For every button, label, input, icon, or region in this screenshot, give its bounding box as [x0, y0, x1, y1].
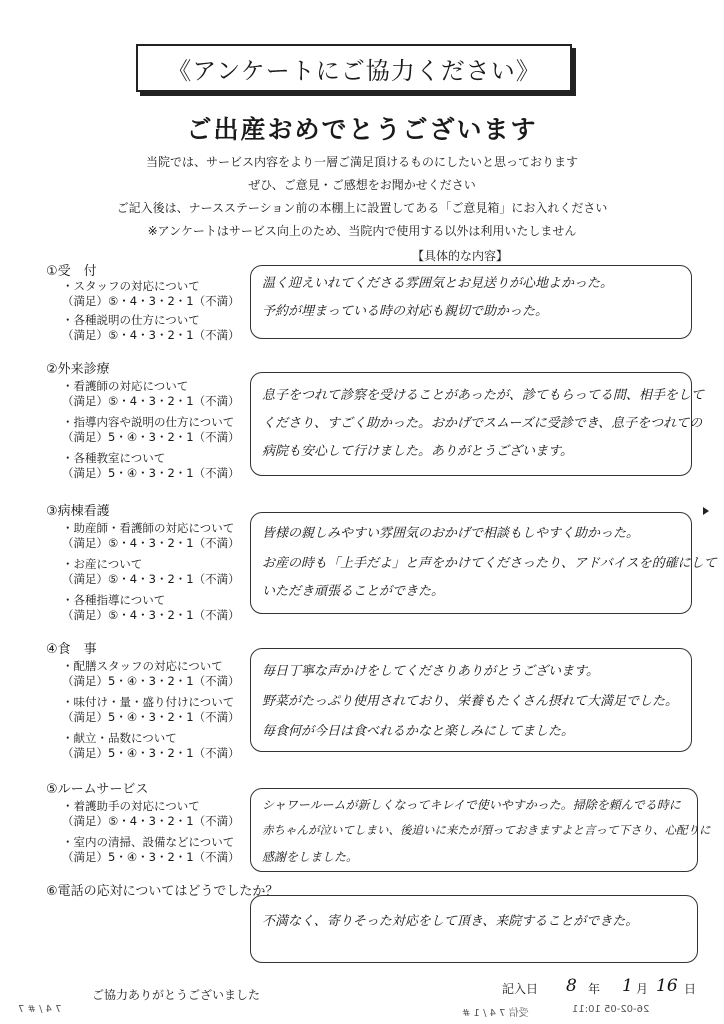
handwritten-comment: 温く迎えいれてくださる雰囲気とお見送りが心地よかった。: [262, 276, 614, 291]
fax-footer-left: 7 4 / # 7: [18, 1004, 62, 1015]
handwritten-comment: いただき頑張ることができた。: [262, 584, 445, 599]
date-month: 1: [622, 976, 633, 996]
rating-scale: （満足）5・④・3・2・1（不満）: [62, 746, 240, 760]
date-day-unit: 日: [684, 982, 697, 996]
handwritten-comment: 病院も安心して行けました。ありがとうございます。: [262, 444, 573, 459]
handwritten-comment: お産の時も「上手だよ」と声をかけてくださったり、アドバイスを的確にして: [262, 556, 717, 571]
intro-line-4: ※アンケートはサービス向上のため、当院内で使用する以外は利用いたしません: [147, 224, 577, 238]
item-label: ・室内の清掃、設備などについて: [62, 835, 235, 849]
item-label: ・お産について: [62, 557, 143, 571]
date-year-unit: 年: [588, 982, 601, 996]
section-title-room-service: ⑤ルームサービス: [46, 782, 149, 797]
item-label: ・指導内容や説明の仕方について: [62, 415, 235, 429]
handwritten-comment: 不満なく、寄りそった対応をして頂き、来院することができた。: [262, 914, 639, 929]
detail-header: 【具体的な内容】: [412, 249, 509, 263]
handwritten-comment: 野菜がたっぷり使用されており、栄養もたくさん摂れて大満足でした。: [262, 694, 679, 709]
rating-scale: （満足）⑤・4・3・2・1（不満）: [62, 328, 240, 342]
section-title-outpatient: ②外来診療: [46, 362, 110, 377]
handwritten-comment: くださり、すごく助かった。おかげでスムーズに受診でき、息子をつれての: [262, 416, 703, 431]
rating-scale: （満足）⑤・4・3・2・1（不満）: [62, 294, 240, 308]
margin-arrow-icon: [703, 507, 709, 515]
item-label: ・献立・品数について: [62, 731, 177, 745]
rating-scale: （満足）⑤・4・3・2・1（不満）: [62, 536, 240, 550]
handwritten-comment: 毎日丁寧な声かけをしてくださりありがとうございます。: [262, 664, 599, 679]
section-title-reception: ①受 付: [46, 264, 97, 279]
fax-footer-timestamp: 26-02-05 10:11: [572, 1004, 650, 1015]
intro-line-2: ぜひ、ご意見・ご感想をお聞かせください: [248, 178, 476, 192]
item-label: ・助産師・看護師の対応について: [62, 521, 235, 535]
intro-line-1: 当院では、サービス内容をより一層ご満足頂けるものにしたいと思っております: [145, 155, 578, 169]
rating-scale: （満足）5・④・3・2・1（不満）: [62, 710, 240, 724]
section-title-ward-nursing: ③病棟看護: [46, 504, 110, 519]
handwritten-comment: 毎食何が今日は食べれるかなと楽しみにしてました。: [262, 724, 575, 739]
comment-box: [250, 895, 698, 963]
rating-scale: （満足）⑤・4・3・2・1（不満）: [62, 814, 240, 828]
item-label: ・各種教室について: [62, 451, 166, 465]
congratulations-heading: ご出産おめでとうございます: [186, 115, 538, 144]
handwritten-comment: シャワールームが新しくなってキレイで使いやすかった。掃除を頼んでる時に: [262, 798, 681, 812]
rating-scale: （満足）5・④・3・2・1（不満）: [62, 466, 240, 480]
rating-scale: （満足）5・④・3・2・1（不満）: [62, 674, 240, 688]
handwritten-comment: 息子をつれて診察を受けることがあったが、診てもらってる間、相手をして: [262, 388, 704, 403]
date-month-unit: 月: [636, 982, 649, 996]
phone-question: ⑥電話の応対についてはどうでしたか？: [46, 884, 279, 899]
handwritten-comment: 赤ちゃんが泣いてしまい、後追いに来たが預っておきますよと言って下さり、心配りに: [262, 823, 711, 837]
rating-scale: （満足）5・④・3・2・1（不満）: [62, 430, 240, 444]
item-label: ・各種指導について: [62, 593, 166, 607]
handwritten-comment: 感謝をしました。: [262, 850, 359, 864]
rating-scale: （満足）⑤・4・3・2・1（不満）: [62, 608, 240, 622]
item-label: ・味付け・量・盛り付けについて: [62, 695, 235, 709]
item-label: ・スタッフの対応について: [62, 279, 200, 293]
rating-scale: （満足）5・④・3・2・1（不満）: [62, 850, 240, 864]
item-label: ・着護助手の対応について: [62, 799, 200, 813]
survey-title: 《アンケートにご協力ください》: [136, 44, 572, 92]
thanks-text: ご協力ありがとうございました: [92, 988, 261, 1002]
fax-footer-received: 受信 7 4 / 1 #: [462, 1008, 529, 1019]
date-day: 16: [656, 976, 678, 996]
handwritten-comment: 予約が埋まっている時の対応も親切で助かった。: [262, 304, 549, 319]
intro-line-3: ご記入後は、ナースステーション前の本棚上に設置してある「ご意見箱」にお入れください: [116, 201, 608, 215]
handwritten-comment: 皆様の親しみやすい雰囲気のおかげで相談もしやすく助かった。: [262, 526, 640, 541]
section-title-meals: ④食 事: [46, 642, 97, 657]
item-label: ・各種説明の仕方について: [62, 313, 200, 327]
date-year: 8: [566, 976, 577, 996]
item-label: ・配膳スタッフの対応について: [62, 659, 223, 673]
item-label: ・看護師の対応について: [62, 379, 189, 393]
rating-scale: （満足）⑤・4・3・2・1（不満）: [62, 394, 240, 408]
rating-scale: （満足）⑤・4・3・2・1（不満）: [62, 572, 240, 586]
date-label: 記入日: [502, 982, 539, 996]
